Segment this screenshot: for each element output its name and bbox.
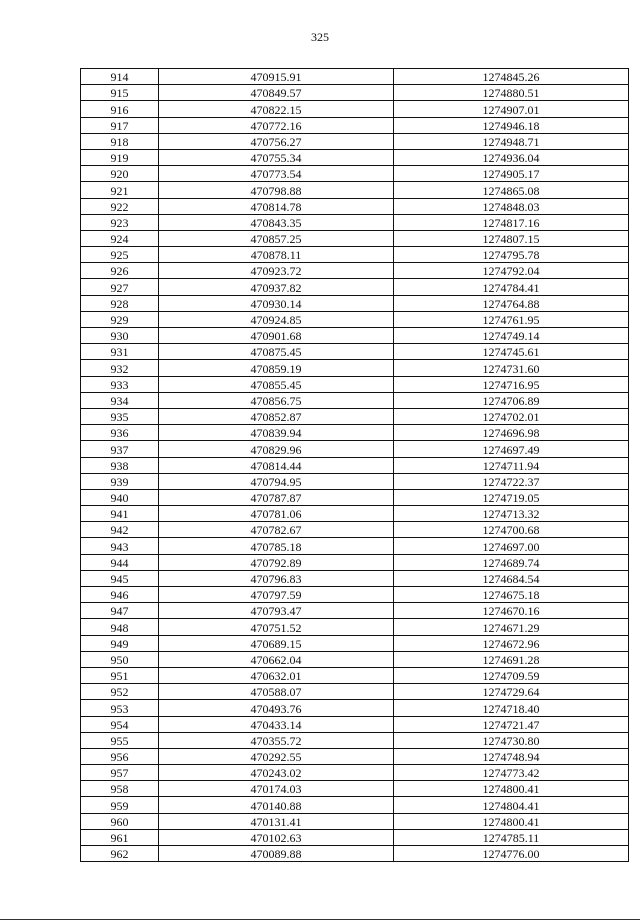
x-coordinate-cell: 470814.44: [159, 457, 394, 473]
table-row: [81, 182, 629, 198]
y-coordinate-cell: 1274702.01: [394, 408, 629, 424]
table-row: [81, 765, 629, 781]
x-coordinate-cell: 470930.14: [159, 295, 394, 311]
table-row: [81, 328, 629, 344]
point-number-cell: 917: [81, 117, 159, 133]
x-coordinate-cell: 470814.78: [159, 198, 394, 214]
table-row: [81, 700, 629, 716]
x-coordinate-cell: 470923.72: [159, 263, 394, 279]
y-coordinate-cell: 1274792.04: [394, 263, 629, 279]
point-number-cell: 950: [81, 651, 159, 667]
table-row: [81, 101, 629, 117]
y-coordinate-cell: 1274711.94: [394, 457, 629, 473]
point-number-cell: 952: [81, 684, 159, 700]
y-coordinate-cell: 1274670.16: [394, 603, 629, 619]
table-row: [81, 149, 629, 165]
table-row: [81, 247, 629, 263]
y-coordinate-cell: 1274905.17: [394, 166, 629, 182]
x-coordinate-cell: 470852.87: [159, 408, 394, 424]
y-coordinate-cell: 1274800.41: [394, 781, 629, 797]
page-number: 325: [311, 30, 329, 44]
y-coordinate-cell: 1274731.60: [394, 360, 629, 376]
y-coordinate-cell: 1274773.42: [394, 765, 629, 781]
point-number-cell: 944: [81, 554, 159, 570]
y-coordinate-cell: 1274865.08: [394, 182, 629, 198]
point-number-cell: 921: [81, 182, 159, 198]
table-row: [81, 392, 629, 408]
y-coordinate-cell: 1274719.05: [394, 489, 629, 505]
point-number-cell: 953: [81, 700, 159, 716]
x-coordinate-cell: 470856.75: [159, 392, 394, 408]
y-coordinate-cell: 1274907.01: [394, 101, 629, 117]
x-coordinate-cell: 470102.63: [159, 829, 394, 845]
table-row: [81, 748, 629, 764]
x-coordinate-cell: 470632.01: [159, 667, 394, 683]
y-coordinate-cell: 1274748.94: [394, 748, 629, 764]
y-coordinate-cell: 1274784.41: [394, 279, 629, 295]
point-number-cell: 933: [81, 376, 159, 392]
x-coordinate-cell: 470751.52: [159, 619, 394, 635]
table-row: [81, 489, 629, 505]
x-coordinate-cell: 470829.96: [159, 441, 394, 457]
y-coordinate-cell: 1274671.29: [394, 619, 629, 635]
point-number-cell: 955: [81, 732, 159, 748]
table-row: [81, 408, 629, 424]
x-coordinate-cell: 470843.35: [159, 214, 394, 230]
point-number-cell: 915: [81, 85, 159, 101]
table-row: [81, 117, 629, 133]
table-row: [81, 716, 629, 732]
point-number-cell: 939: [81, 473, 159, 489]
y-coordinate-cell: 1274845.26: [394, 69, 629, 85]
table-row: [81, 732, 629, 748]
x-coordinate-cell: 470796.83: [159, 570, 394, 586]
point-number-cell: 940: [81, 489, 159, 505]
y-coordinate-cell: 1274936.04: [394, 149, 629, 165]
point-number-cell: 931: [81, 344, 159, 360]
y-coordinate-cell: 1274785.11: [394, 829, 629, 845]
y-coordinate-cell: 1274697.49: [394, 441, 629, 457]
table-row: [81, 457, 629, 473]
point-number-cell: 962: [81, 846, 159, 862]
point-number-cell: 916: [81, 101, 159, 117]
x-coordinate-cell: 470855.45: [159, 376, 394, 392]
y-coordinate-cell: 1274764.88: [394, 295, 629, 311]
table-row: [81, 279, 629, 295]
table-row: [81, 376, 629, 392]
scan-edge-line: [0, 919, 640, 920]
point-number-cell: 924: [81, 230, 159, 246]
point-number-cell: 932: [81, 360, 159, 376]
point-number-cell: 914: [81, 69, 159, 85]
x-coordinate-cell: 470878.11: [159, 247, 394, 263]
x-coordinate-cell: 470782.67: [159, 522, 394, 538]
table-row: [81, 797, 629, 813]
point-number-cell: 920: [81, 166, 159, 182]
point-number-cell: 959: [81, 797, 159, 813]
x-coordinate-cell: 470793.47: [159, 603, 394, 619]
point-number-cell: 942: [81, 522, 159, 538]
coordinates-table-body: [81, 69, 629, 862]
x-coordinate-cell: 470859.19: [159, 360, 394, 376]
point-number-cell: 928: [81, 295, 159, 311]
point-number-cell: 937: [81, 441, 159, 457]
y-coordinate-cell: 1274718.40: [394, 700, 629, 716]
table-row: [81, 214, 629, 230]
y-coordinate-cell: 1274729.64: [394, 684, 629, 700]
x-coordinate-cell: 470773.54: [159, 166, 394, 182]
point-number-cell: 960: [81, 813, 159, 829]
point-number-cell: 922: [81, 198, 159, 214]
point-number-cell: 956: [81, 748, 159, 764]
table-row: [81, 230, 629, 246]
table-row: [81, 311, 629, 327]
table-row: [81, 619, 629, 635]
table-row: [81, 846, 629, 862]
table-row: [81, 198, 629, 214]
point-number-cell: 930: [81, 328, 159, 344]
table-row: [81, 263, 629, 279]
table-row: [81, 587, 629, 603]
x-coordinate-cell: 470355.72: [159, 732, 394, 748]
y-coordinate-cell: 1274817.16: [394, 214, 629, 230]
table-row: [81, 684, 629, 700]
x-coordinate-cell: 470433.14: [159, 716, 394, 732]
table-row: [81, 360, 629, 376]
table-row: [81, 667, 629, 683]
point-number-cell: 948: [81, 619, 159, 635]
x-coordinate-cell: 470794.95: [159, 473, 394, 489]
x-coordinate-cell: 470588.07: [159, 684, 394, 700]
x-coordinate-cell: 470915.91: [159, 69, 394, 85]
point-number-cell: 941: [81, 506, 159, 522]
y-coordinate-cell: 1274749.14: [394, 328, 629, 344]
point-number-cell: 927: [81, 279, 159, 295]
y-coordinate-cell: 1274800.41: [394, 813, 629, 829]
table-row: [81, 635, 629, 651]
x-coordinate-cell: 470781.06: [159, 506, 394, 522]
y-coordinate-cell: 1274880.51: [394, 85, 629, 101]
table-row: [81, 651, 629, 667]
point-number-cell: 945: [81, 570, 159, 586]
y-coordinate-cell: 1274700.68: [394, 522, 629, 538]
table-row: [81, 813, 629, 829]
point-number-cell: 949: [81, 635, 159, 651]
x-coordinate-cell: 470822.15: [159, 101, 394, 117]
x-coordinate-cell: 470689.15: [159, 635, 394, 651]
y-coordinate-cell: 1274672.96: [394, 635, 629, 651]
y-coordinate-cell: 1274697.00: [394, 538, 629, 554]
x-coordinate-cell: 470792.89: [159, 554, 394, 570]
point-number-cell: 918: [81, 133, 159, 149]
y-coordinate-cell: 1274730.80: [394, 732, 629, 748]
table-row: [81, 441, 629, 457]
y-coordinate-cell: 1274776.00: [394, 846, 629, 862]
table-row: [81, 166, 629, 182]
point-number-cell: 954: [81, 716, 159, 732]
table-row: [81, 781, 629, 797]
table-row: [81, 603, 629, 619]
x-coordinate-cell: 470839.94: [159, 425, 394, 441]
point-number-cell: 936: [81, 425, 159, 441]
point-number-cell: 935: [81, 408, 159, 424]
x-coordinate-cell: 470772.16: [159, 117, 394, 133]
point-number-cell: 938: [81, 457, 159, 473]
x-coordinate-cell: 470140.88: [159, 797, 394, 813]
point-number-cell: 957: [81, 765, 159, 781]
x-coordinate-cell: 470662.04: [159, 651, 394, 667]
y-coordinate-cell: 1274721.47: [394, 716, 629, 732]
x-coordinate-cell: 470131.41: [159, 813, 394, 829]
table-row: [81, 473, 629, 489]
y-coordinate-cell: 1274689.74: [394, 554, 629, 570]
x-coordinate-cell: 470243.02: [159, 765, 394, 781]
point-number-cell: 946: [81, 587, 159, 603]
point-number-cell: 925: [81, 247, 159, 263]
point-number-cell: 919: [81, 149, 159, 165]
y-coordinate-cell: 1274745.61: [394, 344, 629, 360]
table-row: [81, 522, 629, 538]
table-row: [81, 344, 629, 360]
y-coordinate-cell: 1274716.95: [394, 376, 629, 392]
x-coordinate-cell: 470174.03: [159, 781, 394, 797]
y-coordinate-cell: 1274848.03: [394, 198, 629, 214]
table-row: [81, 570, 629, 586]
table-row: [81, 538, 629, 554]
table-row: [81, 425, 629, 441]
point-number-cell: 934: [81, 392, 159, 408]
table-row: [81, 69, 629, 85]
y-coordinate-cell: 1274948.71: [394, 133, 629, 149]
table-row: [81, 133, 629, 149]
table-row: [81, 85, 629, 101]
table-row: [81, 295, 629, 311]
y-coordinate-cell: 1274761.95: [394, 311, 629, 327]
x-coordinate-cell: 470797.59: [159, 587, 394, 603]
x-coordinate-cell: 470292.55: [159, 748, 394, 764]
point-number-cell: 947: [81, 603, 159, 619]
y-coordinate-cell: 1274684.54: [394, 570, 629, 586]
x-coordinate-cell: 470937.82: [159, 279, 394, 295]
y-coordinate-cell: 1274946.18: [394, 117, 629, 133]
point-number-cell: 923: [81, 214, 159, 230]
y-coordinate-cell: 1274691.28: [394, 651, 629, 667]
point-number-cell: 926: [81, 263, 159, 279]
x-coordinate-cell: 470875.45: [159, 344, 394, 360]
coordinates-table: [80, 68, 629, 862]
y-coordinate-cell: 1274706.89: [394, 392, 629, 408]
point-number-cell: 958: [81, 781, 159, 797]
y-coordinate-cell: 1274722.37: [394, 473, 629, 489]
point-number-cell: 951: [81, 667, 159, 683]
x-coordinate-cell: 470755.34: [159, 149, 394, 165]
x-coordinate-cell: 470857.25: [159, 230, 394, 246]
x-coordinate-cell: 470089.88: [159, 846, 394, 862]
y-coordinate-cell: 1274675.18: [394, 587, 629, 603]
table-row: [81, 554, 629, 570]
x-coordinate-cell: 470849.57: [159, 85, 394, 101]
y-coordinate-cell: 1274709.59: [394, 667, 629, 683]
point-number-cell: 929: [81, 311, 159, 327]
x-coordinate-cell: 470756.27: [159, 133, 394, 149]
x-coordinate-cell: 470924.85: [159, 311, 394, 327]
y-coordinate-cell: 1274807.15: [394, 230, 629, 246]
table-row: [81, 829, 629, 845]
x-coordinate-cell: 470493.76: [159, 700, 394, 716]
y-coordinate-cell: 1274804.41: [394, 797, 629, 813]
x-coordinate-cell: 470785.18: [159, 538, 394, 554]
x-coordinate-cell: 470787.87: [159, 489, 394, 505]
x-coordinate-cell: 470901.68: [159, 328, 394, 344]
y-coordinate-cell: 1274696.98: [394, 425, 629, 441]
table-row: [81, 506, 629, 522]
x-coordinate-cell: 470798.88: [159, 182, 394, 198]
y-coordinate-cell: 1274713.32: [394, 506, 629, 522]
point-number-cell: 943: [81, 538, 159, 554]
point-number-cell: 961: [81, 829, 159, 845]
y-coordinate-cell: 1274795.78: [394, 247, 629, 263]
